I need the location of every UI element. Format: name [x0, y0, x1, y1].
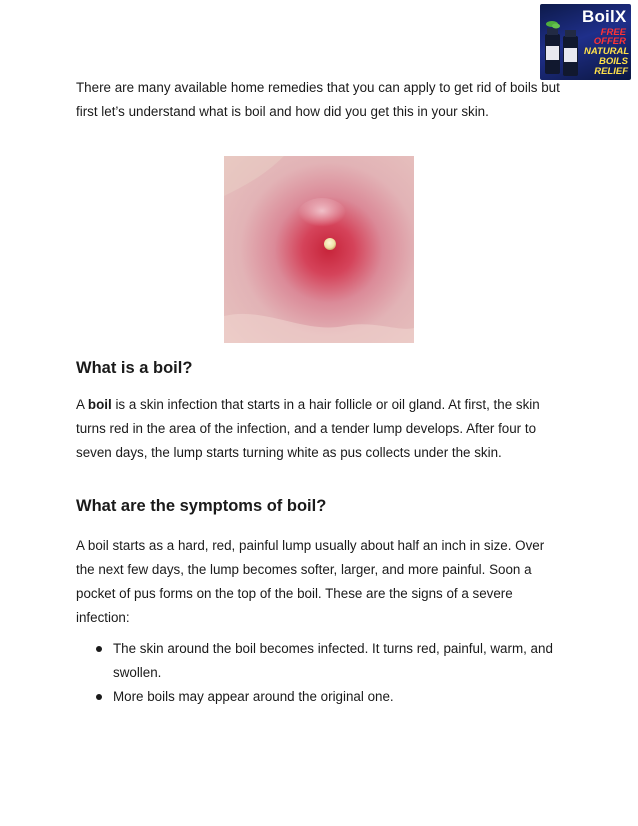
paragraph-lead: A [76, 397, 88, 412]
symptoms-bullet-list [76, 637, 566, 709]
bold-term-boil: boil [87, 397, 112, 412]
list-item-text: More boils may appear around the original one. [113, 689, 394, 704]
bullet-icon [96, 694, 102, 700]
ad-free-label: FREE [600, 27, 626, 38]
ad-boils-label: BOILS [598, 56, 628, 67]
boil-photo [224, 156, 414, 343]
boilx-ad-banner[interactable] [540, 4, 631, 80]
list-item [76, 637, 566, 685]
ad-relief-label: RELIEF [594, 66, 628, 77]
intro-paragraph: There are many available home remedies that you can apply to get rid of boils but first let’s understand what is boil and how did you get this in your skin. [76, 80, 560, 119]
product-bottles-icon [543, 20, 581, 78]
section-heading-symptoms: What are the symptoms of boil? [76, 497, 327, 515]
ad-natural-label: NATURAL [584, 46, 630, 57]
list-item-text: The skin around the boil becomes infected. It turns red, painful, warm, and swollen. [113, 641, 553, 680]
boil-definition-paragraph [76, 393, 566, 465]
ad-brand: BoilX [582, 7, 627, 26]
bullet-icon [96, 646, 102, 652]
boil-skin-image [224, 156, 414, 343]
section-heading-what-is-boil: What is a boil? [76, 359, 193, 377]
ad-offer-label: OFFER [593, 36, 626, 47]
paragraph-body: is a skin infection that starts in a hair follicle or oil gland. At first, the skin turns red in the area of the infection, and a tender lump develops. After four to seven days, the lump starts turning white as pus collects under the skin. [76, 397, 540, 460]
list-item [76, 685, 566, 709]
symptoms-paragraph: A boil starts as a hard, red, painful lump usually about half an inch in size. Over the next few days, the lump becomes softer, larger, and more painful. Soon a pocket of pus forms on the top of the boil. These are the signs of a severe infection: [76, 538, 545, 625]
